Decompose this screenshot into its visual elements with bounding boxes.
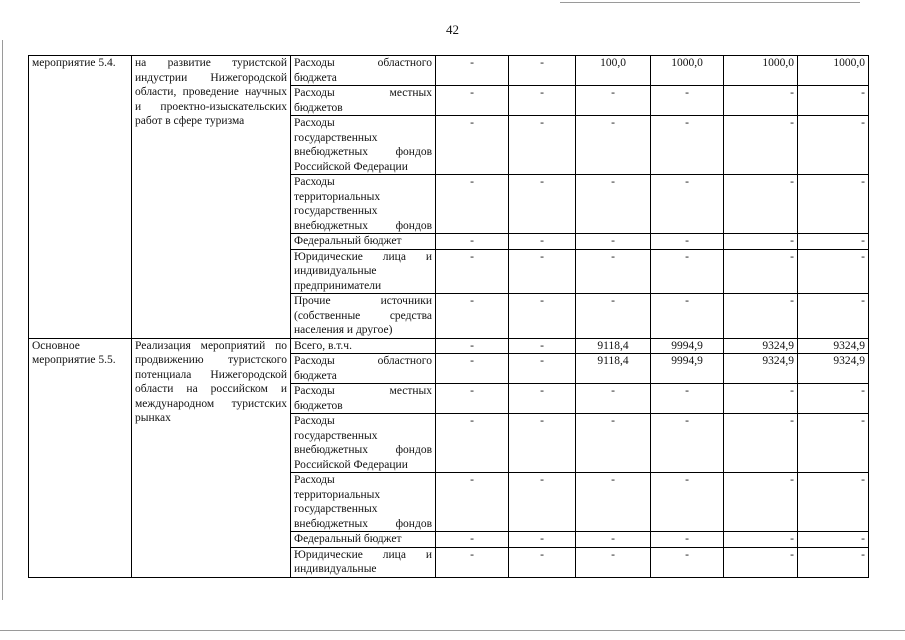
value-cell: -: [724, 473, 798, 532]
value-cell: -: [509, 354, 576, 384]
value-cell: -: [509, 384, 576, 414]
value-cell: -: [724, 547, 798, 577]
value-cell: -: [576, 116, 651, 175]
value-cell: -: [798, 86, 869, 116]
funding-source: Федеральный бюджет: [291, 234, 436, 250]
value-cell: -: [436, 338, 509, 354]
value-cell: 9324,9: [798, 354, 869, 384]
value-cell: -: [509, 249, 576, 294]
value-cell: 9324,9: [724, 354, 798, 384]
value-cell: -: [509, 116, 576, 175]
value-cell: -: [509, 338, 576, 354]
value-cell: -: [509, 294, 576, 339]
value-cell: -: [724, 234, 798, 250]
funding-source: Расходы местных бюджетов: [291, 86, 436, 116]
value-cell: 9324,9: [724, 338, 798, 354]
value-cell: -: [509, 86, 576, 116]
value-cell: -: [798, 532, 869, 548]
value-cell: -: [509, 414, 576, 473]
activity-label: Основное мероприятие 5.5.: [29, 338, 132, 577]
value-cell: 9118,4: [576, 354, 651, 384]
value-cell: -: [509, 473, 576, 532]
value-cell: -: [436, 294, 509, 339]
value-cell: -: [724, 86, 798, 116]
value-cell: -: [576, 234, 651, 250]
value-cell: -: [651, 547, 724, 577]
page-number: 42: [446, 22, 459, 37]
funding-source: Расходы областного бюджета: [291, 56, 436, 86]
value-cell: -: [798, 384, 869, 414]
value-cell: -: [651, 249, 724, 294]
value-cell: -: [724, 294, 798, 339]
value-cell: -: [651, 532, 724, 548]
scan-edge-bottom: [0, 630, 905, 631]
funding-source: Расходы государственных внебюджетных фондов Российской Федерации: [291, 414, 436, 473]
scan-edge-top: [560, 2, 860, 3]
value-cell: -: [798, 234, 869, 250]
value-cell: -: [651, 384, 724, 414]
value-cell: -: [509, 234, 576, 250]
value-cell: -: [576, 547, 651, 577]
value-cell: -: [436, 384, 509, 414]
value-cell: -: [436, 234, 509, 250]
value-cell: -: [436, 56, 509, 86]
value-cell: -: [798, 116, 869, 175]
funding-source: Расходы территориальных государственных внебюджетных фондов: [291, 473, 436, 532]
value-cell: 9118,4: [576, 338, 651, 354]
value-cell: 100,0: [576, 56, 651, 86]
value-cell: -: [509, 547, 576, 577]
value-cell: 1000,0: [798, 56, 869, 86]
funding-source: Всего, в.т.ч.: [291, 338, 436, 354]
value-cell: -: [576, 473, 651, 532]
value-cell: -: [651, 116, 724, 175]
value-cell: -: [509, 532, 576, 548]
table-row: [29, 56, 869, 86]
value-cell: -: [576, 249, 651, 294]
value-cell: -: [576, 384, 651, 414]
funding-source: Расходы территориальных государственных внебюджетных фондов: [291, 175, 436, 234]
value-cell: -: [576, 414, 651, 473]
value-cell: -: [576, 86, 651, 116]
value-cell: -: [798, 547, 869, 577]
value-cell: 9994,9: [651, 338, 724, 354]
value-cell: -: [798, 249, 869, 294]
value-cell: -: [509, 175, 576, 234]
value-cell: -: [651, 234, 724, 250]
funding-source: Расходы местных бюджетов: [291, 384, 436, 414]
budget-table: [28, 55, 869, 578]
value-cell: -: [798, 175, 869, 234]
value-cell: -: [651, 414, 724, 473]
value-cell: -: [436, 175, 509, 234]
funding-source: Юридические лица и индивидуальные предприниматели: [291, 249, 436, 294]
funding-source: Расходы государственных внебюджетных фондов Российской Федерации: [291, 116, 436, 175]
scan-edge-left: [2, 40, 3, 600]
value-cell: -: [651, 86, 724, 116]
value-cell: -: [576, 532, 651, 548]
value-cell: -: [724, 414, 798, 473]
activity-description: на развитие туристской индустрии Нижегородской области, проведение научных и проектно-изыскательских работ в сфере туризма: [132, 56, 291, 339]
value-cell: -: [724, 532, 798, 548]
activity-label: мероприятие 5.4.: [29, 56, 132, 339]
activity-description: Реализация мероприятий по продвижению туристского потенциала Нижегородской области на российском и международном туристских рынках: [132, 338, 291, 577]
value-cell: 9994,9: [651, 354, 724, 384]
value-cell: -: [724, 249, 798, 294]
value-cell: -: [651, 294, 724, 339]
value-cell: 9324,9: [798, 338, 869, 354]
value-cell: 1000,0: [724, 56, 798, 86]
value-cell: -: [509, 56, 576, 86]
value-cell: -: [436, 532, 509, 548]
funding-source: Федеральный бюджет: [291, 532, 436, 548]
funding-source: Прочие источники (собственные средства населения и другое): [291, 294, 436, 339]
funding-source: Расходы областного бюджета: [291, 354, 436, 384]
value-cell: -: [436, 547, 509, 577]
value-cell: -: [798, 414, 869, 473]
value-cell: -: [724, 116, 798, 175]
value-cell: -: [436, 86, 509, 116]
value-cell: -: [436, 249, 509, 294]
value-cell: -: [436, 116, 509, 175]
value-cell: -: [576, 294, 651, 339]
value-cell: 1000,0: [651, 56, 724, 86]
value-cell: -: [436, 473, 509, 532]
value-cell: -: [798, 473, 869, 532]
value-cell: -: [651, 175, 724, 234]
value-cell: -: [798, 294, 869, 339]
table-row: [29, 338, 869, 354]
value-cell: -: [436, 354, 509, 384]
value-cell: -: [436, 414, 509, 473]
value-cell: -: [651, 473, 724, 532]
value-cell: -: [724, 175, 798, 234]
funding-source: Юридические лица и индивидуальные: [291, 547, 436, 577]
value-cell: -: [576, 175, 651, 234]
value-cell: -: [724, 384, 798, 414]
